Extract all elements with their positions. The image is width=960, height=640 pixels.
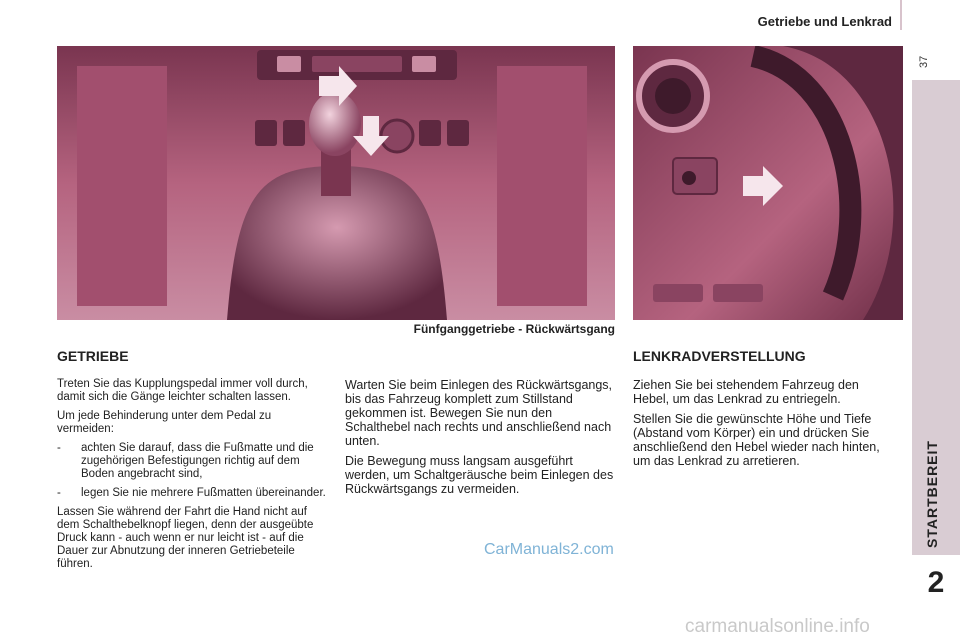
steering-adjust-photo xyxy=(633,46,903,320)
getriebe-paragraph: Treten Sie das Kupplungspedal immer voll durch, damit sich die Gänge leichter schalten lassen. xyxy=(57,378,308,403)
page-number: 37 xyxy=(918,55,930,68)
section-label: STARTBEREIT xyxy=(924,440,940,548)
getriebe-text xyxy=(57,378,327,577)
watermark-carmanuals: CarManuals2.com xyxy=(484,541,614,558)
gearshift-photo xyxy=(57,46,615,320)
reverse-paragraph: Die Bewegung muss langsam ausgeführt werden, um Schaltgeräusche beim Einlegen des Rückwärtsgangs zu vermeiden. xyxy=(345,454,614,496)
header-rule xyxy=(900,0,902,30)
watermark-carmanualsonline: carmanualsonline.info xyxy=(685,616,870,637)
getriebe-heading: GETRIEBE xyxy=(57,348,129,364)
reverse-gear-text xyxy=(345,378,620,502)
lenkrad-heading: LENKRADVERSTELLUNG xyxy=(633,348,806,364)
bullet-text: legen Sie nie mehrere Fußmatten übereinander. xyxy=(81,487,326,499)
getriebe-paragraph: Lassen Sie während der Fahrt die Hand nicht auf dem Schalthebelknopf liegen, denn der ausgeübte Druck kann - auch wenn er nur leicht ist - auf die Dauer zur Abnutzung der inneren Getriebeteile führen. xyxy=(57,506,314,570)
bullet-item xyxy=(57,442,327,481)
lenkrad-paragraph: Stellen Sie die gewünschte Höhe und Tiefe (Abstand vom Körper) ein und drücken Sie anschließend den Hebel wieder nach hinten, um das Lenkrad zu arretieren. xyxy=(633,412,880,468)
bullet-item xyxy=(57,487,327,500)
getriebe-paragraph: Um jede Behinderung unter dem Pedal zu vermeiden: xyxy=(57,410,272,435)
lenkrad-text xyxy=(633,378,898,474)
bullet-dash: - xyxy=(57,442,61,454)
bullet-text: achten Sie darauf, dass die Fußmatte und die zugehörigen Befestigungen richtig auf dem Boden angebracht sind, xyxy=(81,442,314,480)
gear-photo-caption: Fünfganggetriebe - Rückwärtsgang xyxy=(413,322,615,336)
reverse-paragraph: Warten Sie beim Einlegen des Rückwärtsgangs, bis das Fahrzeug komplett zum Stillstand gekommen ist. Bewegen Sie nun den Schalthebel nach rechts und anschließend nach unten. xyxy=(345,378,613,448)
page-header-title: Getriebe und Lenkrad xyxy=(757,14,892,29)
bullet-dash: - xyxy=(57,487,61,499)
lenkrad-paragraph: Ziehen Sie bei stehendem Fahrzeug den Hebel, um das Lenkrad zu entriegeln. xyxy=(633,378,859,406)
chapter-number: 2 xyxy=(927,566,945,599)
